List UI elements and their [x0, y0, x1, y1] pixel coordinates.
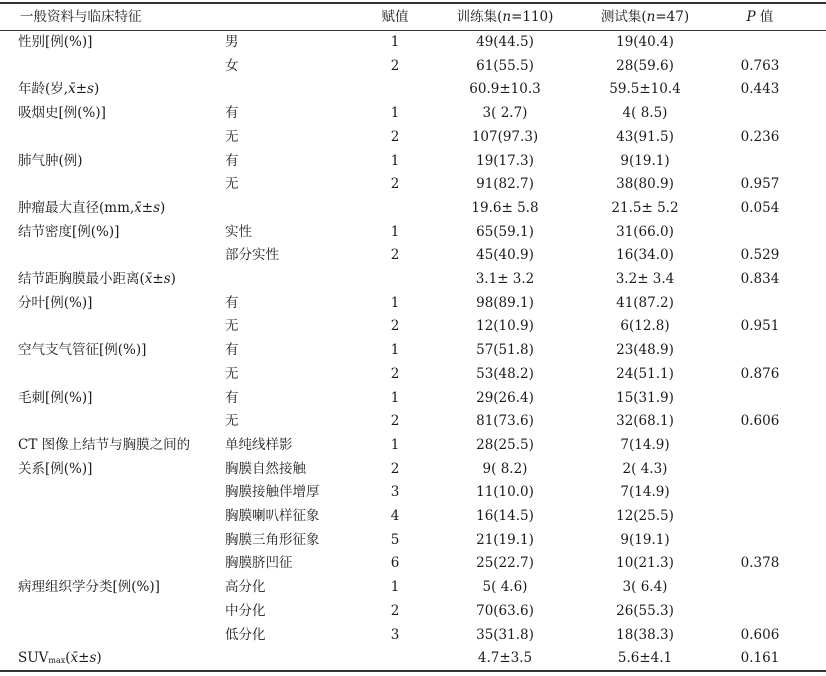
row-subcategory: 无: [225, 176, 239, 193]
row-assign-value: 2: [390, 413, 400, 430]
row-train-value: 21(19.1): [476, 531, 534, 548]
row-test-value: 18(38.3): [616, 626, 674, 643]
row-p-value: 0.957: [740, 176, 780, 193]
row-train-value: 25(22.7): [476, 555, 534, 572]
row-subcategory: 胸膜三角形征象: [225, 531, 320, 548]
row-feature: 年龄(岁,x̄±s): [18, 81, 100, 98]
header-test: 测试集(n=47): [600, 9, 690, 25]
row-feature: 性别[例(%)]: [18, 34, 93, 50]
row-train-value: 91(82.7): [476, 176, 534, 193]
table-row: [0, 575, 826, 599]
row-train-value: 35(31.8): [476, 626, 534, 643]
row-train-value: 107(97.3): [471, 128, 539, 145]
row-test-value: 31(66.0): [616, 223, 674, 240]
row-feature: 分叶[例(%)]: [18, 294, 93, 311]
table-row: [0, 172, 826, 196]
row-p-value: 0.378: [740, 555, 780, 572]
header-feature: 一般资料与临床特征: [20, 9, 142, 25]
header-p-value: P 值: [746, 9, 774, 25]
row-train-value: 3( 2.7): [482, 105, 528, 122]
row-subcategory: 有: [225, 105, 239, 122]
row-train-value: 11(10.0): [476, 484, 534, 501]
row-assign-value: 2: [390, 365, 400, 382]
row-p-value: [720, 30, 800, 54]
row-p-value: [720, 101, 800, 125]
row-assign-value: 1: [390, 34, 400, 50]
row-p-value: 0.606: [740, 413, 780, 430]
table-row: [0, 243, 826, 267]
row-p-value: 0.161: [740, 650, 780, 667]
row-train-value: 81(73.6): [476, 413, 534, 430]
row-subcategory: 无: [225, 318, 239, 335]
table-top-rule: [0, 2, 826, 4]
row-p-value: 0.951: [740, 318, 780, 335]
table-row: [0, 433, 826, 457]
row-assign-value: 2: [390, 247, 400, 264]
table-row: [0, 599, 826, 623]
row-p-value: 0.606: [740, 626, 780, 643]
row-assign-value: 2: [390, 602, 400, 619]
row-p-value: [720, 575, 800, 599]
row-subcategory: 有: [225, 342, 239, 359]
row-subcategory: 无: [225, 128, 239, 145]
row-test-value: 9(19.1): [620, 531, 670, 548]
row-test-value: 24(51.1): [616, 365, 674, 382]
row-assign-value: [375, 267, 415, 291]
row-p-value: [720, 433, 800, 457]
row-feature: 吸烟史[例(%)]: [18, 105, 106, 122]
header-train: 训练集(n=110): [456, 9, 554, 25]
table-row: [0, 362, 826, 386]
table-row: [0, 338, 826, 362]
row-feature: 肿瘤最大直径(mm,x̄±s): [18, 199, 166, 216]
row-subcategory: 胸膜脐凹征: [225, 555, 293, 572]
row-p-value: [720, 599, 800, 623]
row-assign-value: 1: [390, 294, 400, 311]
row-p-value: [720, 149, 800, 173]
table-row: [0, 125, 826, 149]
row-subcategory: 胸膜接触伴增厚: [225, 484, 320, 501]
row-assign-value: 2: [390, 318, 400, 335]
row-train-value: 5( 4.6): [482, 579, 528, 596]
row-test-value: 19(40.4): [616, 34, 674, 50]
header-assign: 赋值: [381, 9, 409, 25]
row-train-value: 29(26.4): [476, 389, 534, 406]
row-p-value: 0.834: [740, 271, 780, 287]
row-train-value: 28(25.5): [476, 436, 534, 453]
row-train-value: 9( 8.2): [482, 460, 528, 477]
row-feature: 结节距胸膜最小距离(x̄±s): [18, 271, 176, 287]
table-row: [0, 30, 826, 54]
row-p-value: 0.876: [740, 365, 780, 382]
row-test-value: 59.5±10.4: [609, 81, 681, 98]
row-train-value: 4.7±3.5: [477, 650, 533, 667]
row-feature: $SUV_{max}(x̄\pm s)$: [18, 650, 102, 667]
row-assign-value: 1: [390, 436, 400, 453]
row-p-value: [720, 291, 800, 315]
row-test-value: 7(14.9): [620, 436, 670, 453]
row-train-value: 60.9±10.3: [469, 81, 541, 98]
row-subcategory: 胸膜喇叭样征象: [225, 508, 320, 524]
row-train-value: 70(63.6): [476, 602, 534, 619]
row-assign-value: 1: [390, 105, 400, 122]
row-test-value: 7(14.9): [620, 484, 670, 501]
row-assign-value: 1: [390, 579, 400, 596]
table-row: [0, 77, 826, 101]
row-assign-value: [375, 646, 415, 670]
row-train-value: 19.6± 5.8: [471, 199, 539, 216]
table-row: [0, 528, 826, 552]
row-feature: 毛刺[例(%)]: [18, 389, 93, 406]
row-subcategory: 中分化: [225, 602, 266, 619]
table-row: [0, 196, 826, 220]
row-p-value: [720, 220, 800, 244]
row-p-value: 0.236: [740, 128, 780, 145]
row-train-value: 45(40.9): [476, 247, 534, 264]
row-assign-value: 2: [390, 176, 400, 193]
row-feature: 病理组织学分类[例(%)]: [18, 579, 160, 596]
row-p-value: [720, 504, 800, 528]
row-subcategory: 有: [225, 389, 239, 406]
row-train-value: 3.1± 3.2: [475, 271, 535, 287]
row-test-value: 28(59.6): [616, 57, 674, 74]
row-p-value: [720, 338, 800, 362]
row-p-value: [720, 480, 800, 504]
row-subcategory: 有: [225, 152, 239, 169]
row-assign-value: 4: [390, 508, 400, 524]
row-test-value: 4( 8.5): [622, 105, 668, 122]
row-subcategory: 单纯线样影: [225, 436, 293, 453]
row-test-value: 10(21.3): [616, 555, 674, 572]
row-subcategory: 高分化: [225, 579, 266, 596]
row-assign-value: 2: [390, 460, 400, 477]
row-p-value: 0.054: [740, 199, 780, 216]
row-p-value: [720, 457, 800, 481]
row-train-value: 53(48.2): [476, 365, 534, 382]
row-p-value: [720, 386, 800, 410]
table-row: [0, 504, 826, 528]
row-train-value: 19(17.3): [476, 152, 534, 169]
row-assign-value: 3: [390, 484, 400, 501]
row-test-value: 2( 4.3): [622, 460, 668, 477]
row-subcategory: 无: [225, 413, 239, 430]
row-p-value: 0.529: [740, 247, 780, 264]
row-test-value: 3( 6.4): [622, 579, 668, 596]
table-row: [0, 149, 826, 173]
row-assign-value: 1: [390, 342, 400, 359]
row-subcategory: 男: [225, 34, 239, 50]
row-subcategory: 女: [225, 57, 239, 74]
row-assign-value: 1: [390, 389, 400, 406]
table-row: [0, 314, 826, 338]
table-row: [0, 220, 826, 244]
table-row: [0, 101, 826, 125]
row-subcategory: 实性: [225, 223, 252, 240]
row-feature: CT 图像上结节与胸膜之间的: [18, 436, 191, 453]
row-subcategory: 低分化: [225, 626, 266, 643]
row-train-value: 98(89.1): [476, 294, 534, 311]
row-assign-value: 1: [390, 223, 400, 240]
row-test-value: 12(25.5): [616, 508, 674, 524]
row-assign-value: 3: [390, 626, 400, 643]
row-train-value: 57(51.8): [476, 342, 534, 359]
row-train-value: 61(55.5): [476, 57, 534, 74]
row-test-value: 41(87.2): [616, 294, 674, 311]
table-row: [0, 623, 826, 647]
row-feature: 结节密度[例(%)]: [18, 223, 120, 240]
row-train-value: 16(14.5): [476, 508, 534, 524]
row-feature: 关系[例(%)]: [18, 460, 93, 477]
row-assign-value: 5: [390, 531, 400, 548]
table-bottom-rule: [0, 670, 826, 672]
row-feature: 空气支气管征[例(%)]: [18, 342, 147, 359]
row-test-value: 5.6±4.1: [617, 650, 673, 667]
table-row: [0, 409, 826, 433]
table-row: [0, 457, 826, 481]
row-test-value: 26(55.3): [616, 602, 674, 619]
table-row: [0, 480, 826, 504]
row-test-value: 21.5± 5.2: [611, 199, 679, 216]
row-test-value: 38(80.9): [616, 176, 674, 193]
row-subcategory: 有: [225, 294, 239, 311]
row-p-value: [720, 528, 800, 552]
row-test-value: 3.2± 3.4: [615, 271, 675, 287]
row-train-value: 12(10.9): [476, 318, 534, 335]
row-assign-value: 2: [390, 57, 400, 74]
table-row: [0, 646, 826, 670]
row-test-value: 23(48.9): [616, 342, 674, 359]
row-subcategory: 无: [225, 365, 239, 382]
row-assign-value: [375, 196, 415, 220]
row-test-value: 32(68.1): [616, 413, 674, 430]
row-subcategory: 胸膜自然接触: [225, 460, 306, 477]
row-assign-value: 2: [390, 128, 400, 145]
row-assign-value: [375, 77, 415, 101]
row-test-value: 6(12.8): [620, 318, 670, 335]
row-test-value: 15(31.9): [616, 389, 674, 406]
row-feature: 肺气肿(例): [18, 152, 83, 169]
table-row: [0, 291, 826, 315]
table-header-row: [0, 5, 826, 29]
row-test-value: 16(34.0): [616, 247, 674, 264]
table-row: [0, 551, 826, 575]
row-assign-value: 6: [390, 555, 400, 572]
row-assign-value: 1: [390, 152, 400, 169]
row-train-value: 65(59.1): [476, 223, 534, 240]
row-subcategory: 部分实性: [225, 247, 279, 264]
row-test-value: 9(19.1): [620, 152, 670, 169]
row-p-value: 0.763: [740, 57, 780, 74]
table-row: [0, 54, 826, 78]
table-row: [0, 386, 826, 410]
row-p-value: 0.443: [740, 81, 780, 98]
row-test-value: 43(91.5): [616, 128, 674, 145]
table-row: [0, 267, 826, 291]
row-train-value: 49(44.5): [476, 34, 534, 50]
